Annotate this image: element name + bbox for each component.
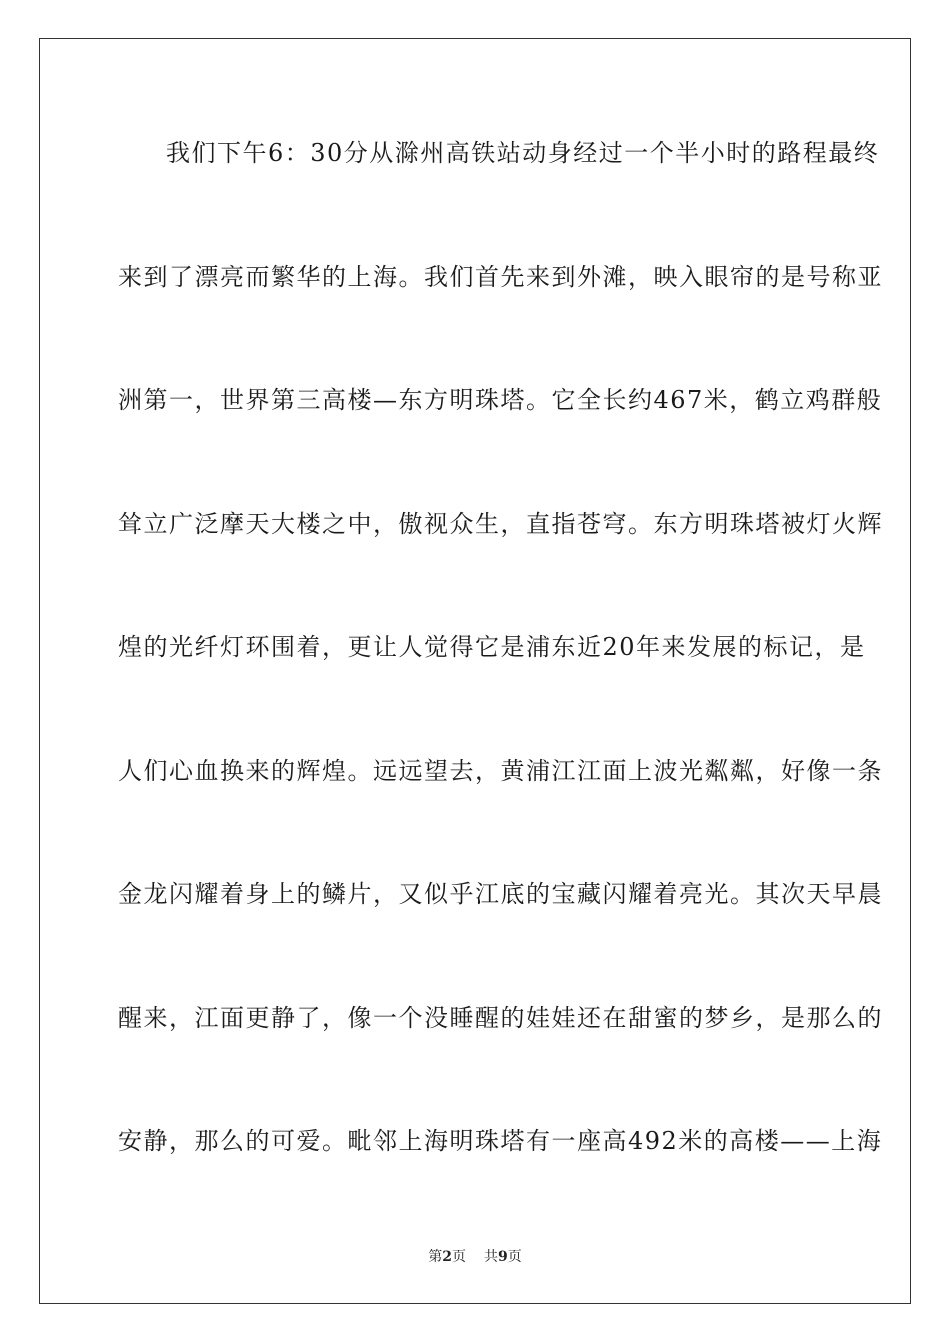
page-prefix: 第: [428, 1249, 443, 1265]
paragraph-line-3: 洲第一，世界第三高楼—东方明珠塔。它全长约467米，鹤立鸡群般: [118, 386, 883, 414]
paragraph-line-5: 煌的光纤灯环围着，更让人觉得它是浦东近20年来发展的标记，是: [118, 633, 866, 661]
document-body: [118, 118, 883, 1230]
paragraph-line-1: 我们下午6：30分从滁州高铁站动身经过一个半小时的路程最终: [166, 139, 880, 167]
paragraph-line-2: 来到了漂亮而繁华的上海。我们首先来到外滩，映入眼帘的是号称亚: [118, 262, 883, 291]
paragraph-line-8: 醒来，江面更静了，像一个没睡醒的娃娃还在甜蜜的梦乡，是那么的: [118, 1003, 883, 1032]
paragraph-line-9: 安静，那么的可爱。毗邻上海明珠塔有一座高492米的高楼——上海: [118, 1127, 883, 1155]
total-prefix: 共: [484, 1249, 498, 1265]
paragraph-line-4: 耸立广泛摩天大楼之中，傲视众生，直指苍穹。东方明珠塔被灯火辉: [118, 509, 883, 538]
paragraph-line-6: 人们心血换来的辉煌。远远望去，黄浦江江面上波光粼粼，好像一条: [118, 756, 883, 785]
page-suffix: 页: [452, 1249, 466, 1265]
total-suffix: 页: [507, 1249, 522, 1265]
paragraph-line-7: 金龙闪耀着身上的鳞片，又似乎江底的宝藏闪耀着亮光。其次天早晨: [118, 880, 883, 908]
total-pages: 9: [498, 1249, 508, 1265]
page-footer: [0, 1246, 950, 1266]
page-number: 2: [442, 1249, 452, 1265]
